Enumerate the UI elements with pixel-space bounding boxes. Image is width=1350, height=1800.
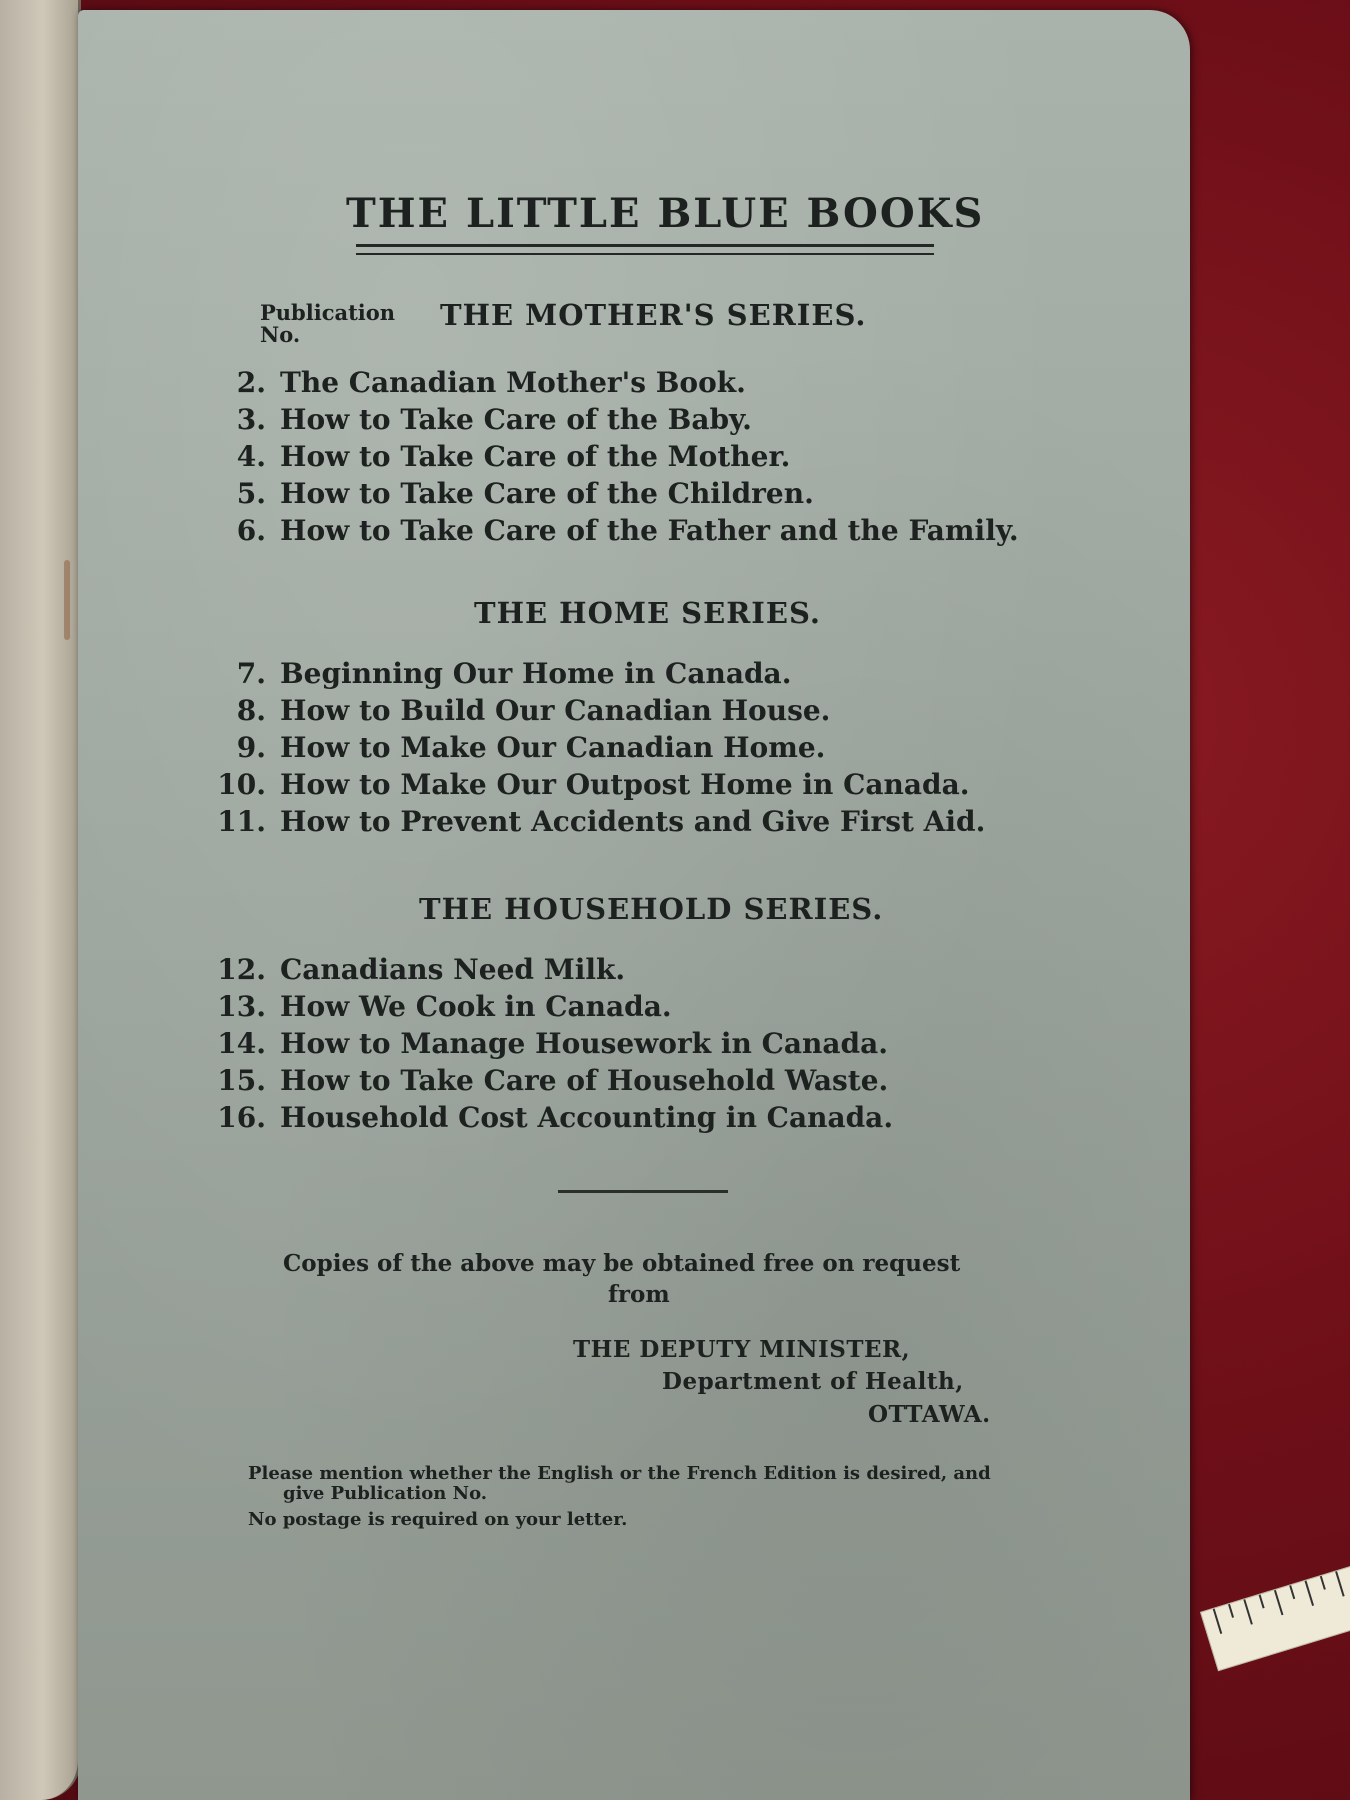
note-line-1: Please mention whether the English or the French Edition is desired, and	[248, 1463, 991, 1484]
list-item	[208, 953, 625, 986]
item-title: How to Take Care of Household Waste.	[280, 1064, 889, 1097]
item-title: Canadians Need Milk.	[280, 953, 626, 986]
item-number: 14.	[217, 1027, 266, 1060]
item-number: 7.	[236, 657, 266, 690]
measuring-tape	[1200, 1553, 1350, 1671]
series-heading-mothers: THE MOTHER'S SERIES.	[440, 298, 867, 332]
item-number: 16.	[217, 1101, 266, 1134]
copies-notice: Copies of the above may be obtained free on request	[283, 1250, 961, 1277]
item-title: How to Take Care of the Baby.	[280, 403, 752, 436]
list-item	[208, 1027, 888, 1060]
item-number: 10.	[217, 768, 266, 801]
list-item	[208, 657, 791, 690]
list-item	[208, 990, 672, 1023]
item-title: How to Manage Housework in Canada.	[280, 1027, 889, 1060]
item-title: How to Make Our Canadian Home.	[280, 731, 826, 764]
item-number: 3.	[236, 403, 266, 436]
item-title: The Canadian Mother's Book.	[280, 366, 746, 399]
item-title: How to Take Care of the Father and the Family.	[280, 514, 1019, 547]
item-number: 2.	[236, 366, 266, 399]
publication-label-line2: No.	[260, 322, 301, 347]
booklet-back-cover	[78, 10, 1190, 1800]
list-item	[208, 731, 825, 764]
item-title: Beginning Our Home in Canada.	[280, 657, 792, 690]
item-number: 13.	[217, 990, 266, 1023]
item-number: 12.	[217, 953, 266, 986]
list-item	[208, 1064, 888, 1097]
item-number: 4.	[236, 440, 266, 473]
note-line-2: give Publication No.	[283, 1483, 488, 1504]
list-item	[208, 1101, 893, 1134]
item-number: 5.	[236, 477, 266, 510]
item-title: How to Make Our Outpost Home in Canada.	[280, 768, 970, 801]
list-item	[208, 403, 752, 436]
adjacent-booklet-edge	[0, 0, 81, 1800]
title-underline	[356, 244, 934, 255]
item-title: How We Cook in Canada.	[280, 990, 672, 1023]
item-number: 11.	[217, 805, 266, 838]
address-line-2: Department of Health,	[662, 1368, 964, 1395]
list-item	[208, 805, 985, 838]
series-heading-home: THE HOME SERIES.	[474, 596, 821, 630]
item-title: How to Build Our Canadian House.	[280, 694, 831, 727]
publication-number-label	[260, 302, 395, 346]
list-item	[208, 477, 814, 510]
list-item	[208, 366, 746, 399]
list-item	[208, 514, 1019, 547]
item-number: 6.	[236, 514, 266, 547]
item-title: How to Prevent Accidents and Give First Aid.	[280, 805, 986, 838]
list-item	[208, 768, 970, 801]
note-line-3: No postage is required on your letter.	[248, 1509, 628, 1530]
item-number: 8.	[236, 694, 266, 727]
address-line-3: OTTAWA.	[868, 1401, 991, 1428]
list-item	[208, 694, 830, 727]
page-title: THE LITTLE BLUE BOOKS	[346, 190, 985, 237]
copies-from: from	[608, 1281, 670, 1308]
series-heading-household: THE HOUSEHOLD SERIES.	[419, 892, 884, 926]
publication-label-line1: Publication	[260, 300, 396, 325]
item-title: How to Take Care of the Children.	[280, 477, 814, 510]
item-title: How to Take Care of the Mother.	[280, 440, 791, 473]
item-title: Household Cost Accounting in Canada.	[280, 1101, 894, 1134]
section-divider	[558, 1190, 728, 1193]
list-item	[208, 440, 790, 473]
item-number: 9.	[236, 731, 266, 764]
address-line-1: THE DEPUTY MINISTER,	[573, 1336, 911, 1363]
item-number: 15.	[217, 1064, 266, 1097]
